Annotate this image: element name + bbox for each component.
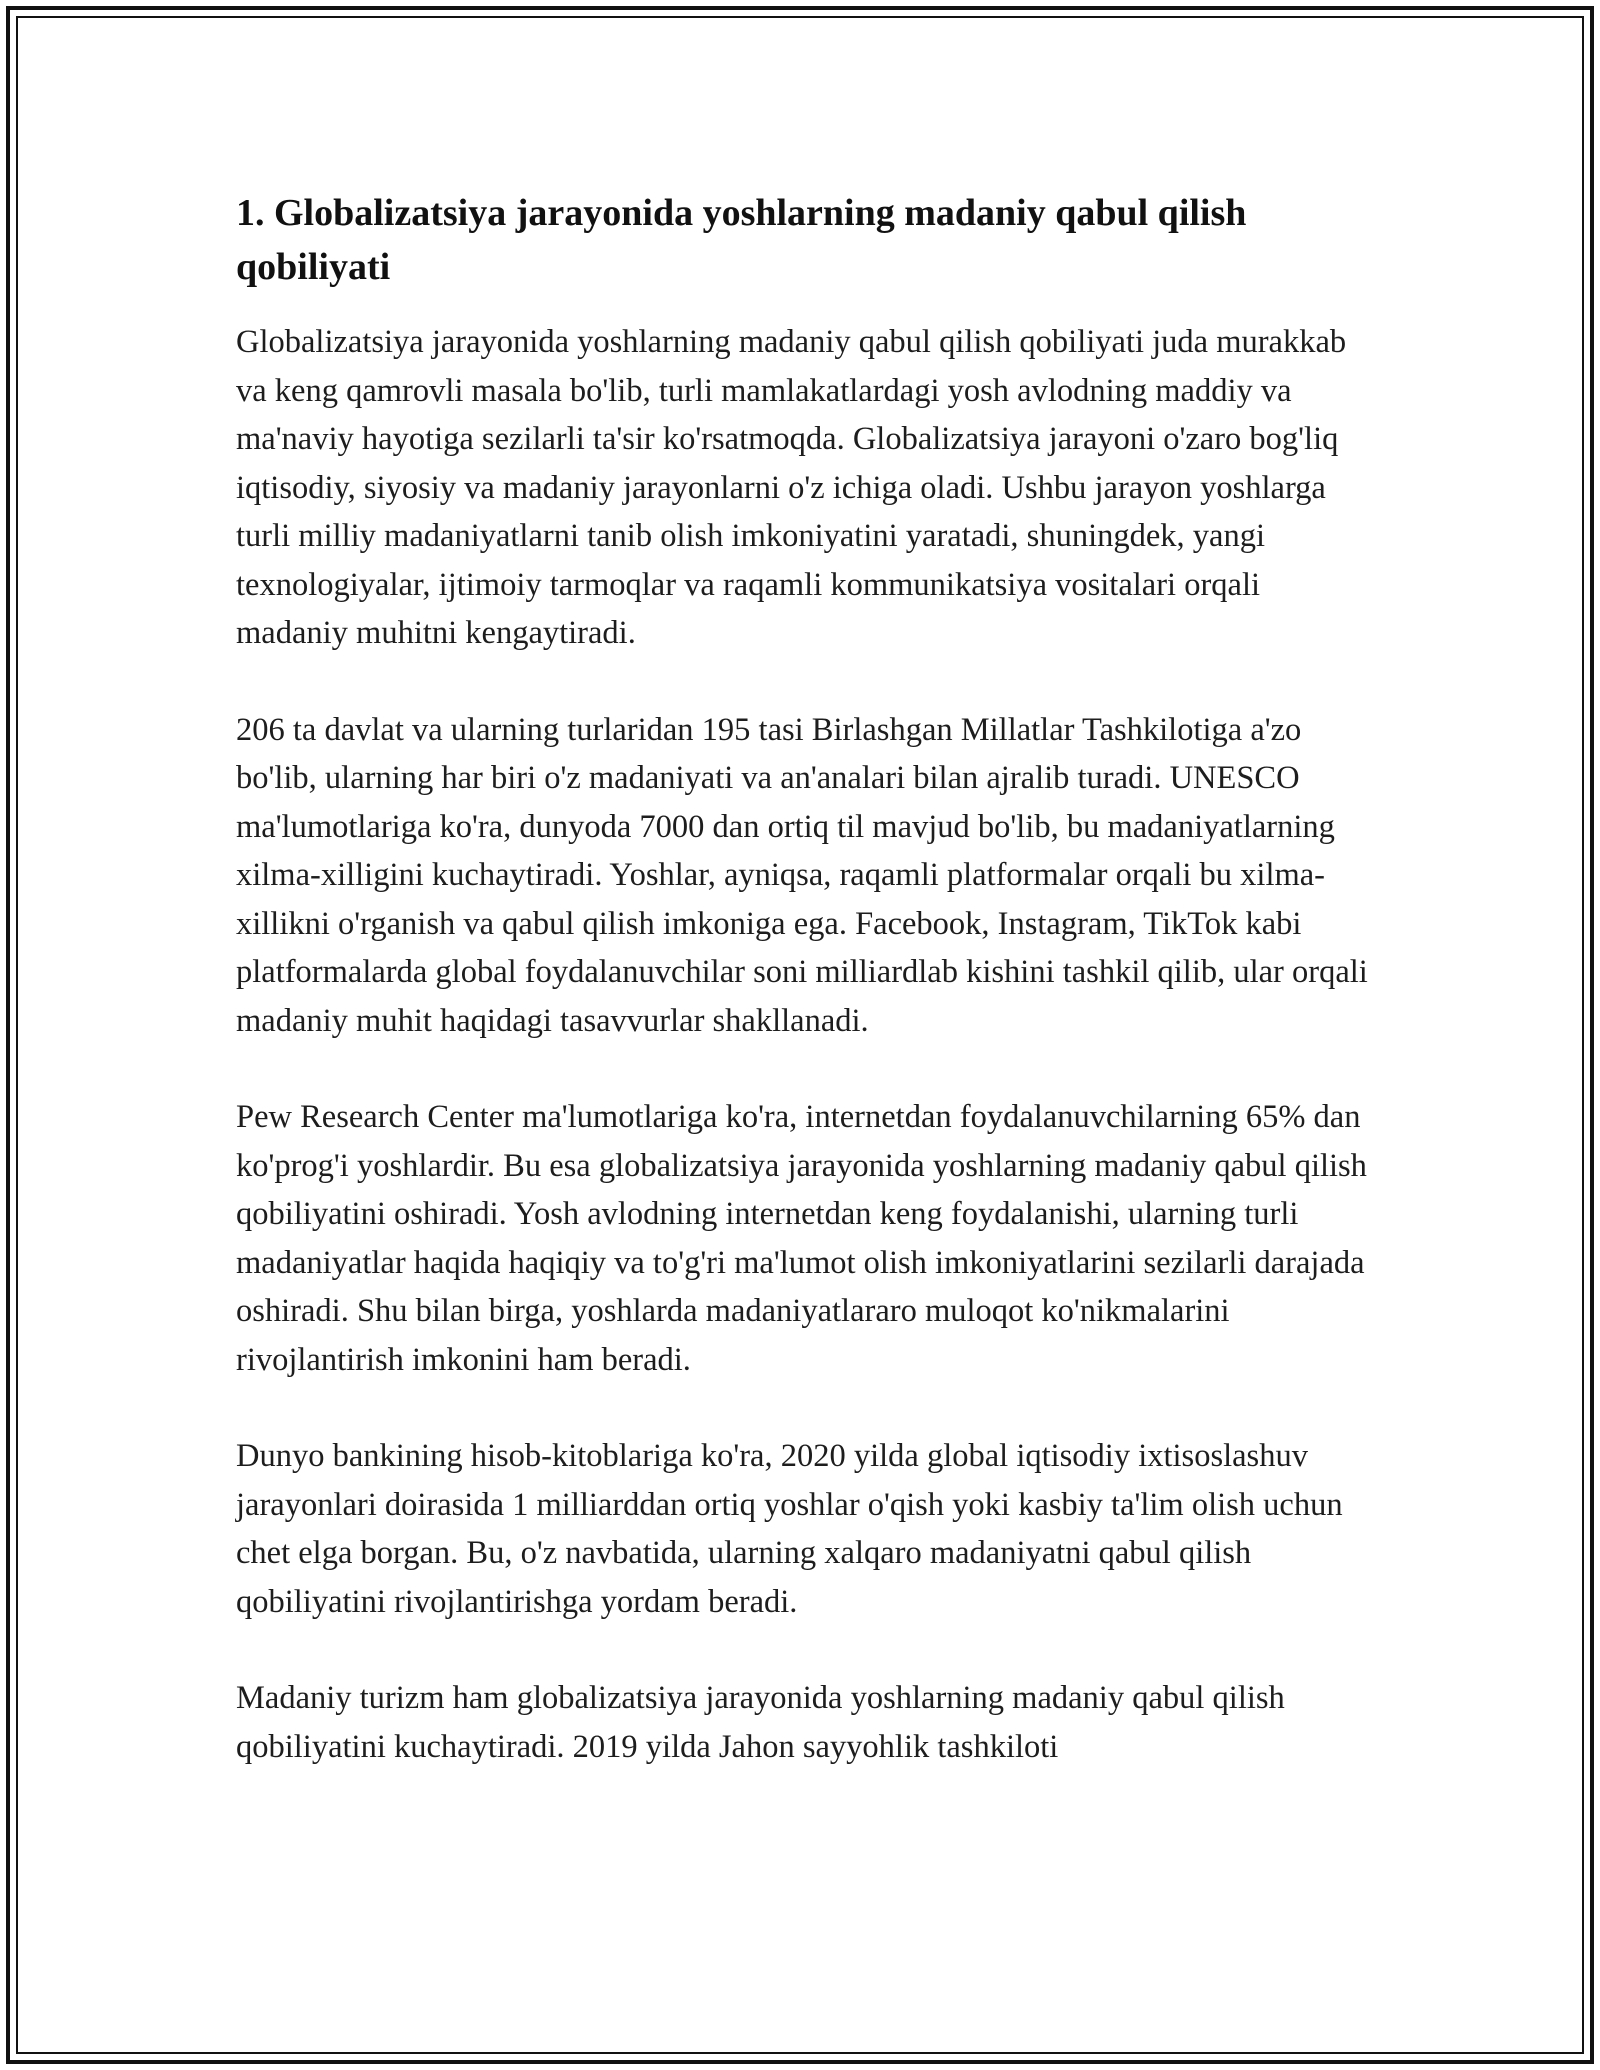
paragraph-globalization-intro: Globalizatsiya jarayonida yoshlarning madaniy qabul qilish qobiliyati juda murakkab va keng qamrovli masala bo'lib, turli mamlakatlardagi yosh avlodning maddiy va ma'naviy hayotiga sezilarli ta'sir ko'rsatmoqda. Globalizatsiya jarayoni o'zaro bog'liq iqtisodiy, siyosiy va madaniy jarayonlarni o'z ichiga oladi. Ushbu jarayon yoshlarga turli milliy madaniyatlarni tanib olish imkoniyatini yaratadi, shuningdek, yangi texnologiyalar, ijtimoiy tarmoqlar va raqamli kommunikatsiya vositalari orqali madaniy muhitni kengaytiradi. (236, 324, 1347, 651)
paragraph-world-bank: Dunyo bankining hisob-kitoblariga ko'ra, 2020 yilda global iqtisodiy ixtisoslashuv jarayonlari doirasida 1 milliarddan ortiq yoshlar o'qish yoki kasbiy ta'lim olish uchun chet elga borgan. Bu, o'z navbatida, ularning xalqaro madaniyatni qabul qilish qobiliyatini rivojlantirishga yordam beradi. (236, 1438, 1343, 1620)
section-heading: 1. Globalizatsiya jarayonida yoshlarning madaniy qabul qilish qobiliyati (236, 192, 1247, 288)
paragraph-un-unesco: 206 ta davlat va ularning turlaridan 195 tasi Birlashgan Millatlar Tashkilotiga a'zo bo'lib, ularning har biri o'z madaniyati va an'analari bilan ajralib turadi. UNESCO ma'lumotlariga ko'ra, dunyoda 7000 dan ortiq til mavjud bo'lib, bu madaniyatlarning xilma-xilligini kuchaytiradi. Yoshlar, ayniqsa, raqamli platformalar orqali bu xilma-xillikni o'rganish va qabul qilish imkoniga ega. Facebook, Instagram, TikTok kabi platformalarda global foydalanuvchilar soni milliardlab kishini tashkil qilib, ular orqali madaniy muhit haqidagi tasavvurlar shakllanadi. (236, 711, 1368, 1039)
paragraph-cultural-tourism: Madaniy turizm ham globalizatsiya jarayonida yoshlarning madaniy qabul qilish qobiliyatini kuchaytiradi. 2019 yilda Jahon sayyohlik tashkiloti (236, 1680, 1285, 1765)
paragraph-pew-research: Pew Research Center ma'lumotlariga ko'ra, internetdan foydalanuvchilarning 65% dan ko'prog'i yoshlardir. Bu esa globalizatsiya jarayonida yoshlarning madaniy qabul qilish qobiliyatini oshiradi. Yosh avlodning internetdan keng foydalanishi, ularning turli madaniyatlar haqida haqiqiy va to'g'ri ma'lumot olish imkoniyatlarini sezilarli darajada oshiradi. Shu bilan birga, yoshlarda madaniyatlararo muloqot ko'nikmalarini rivojlantirish imkonini ham beradi. (236, 1099, 1367, 1378)
document-page (236, 186, 1376, 1819)
